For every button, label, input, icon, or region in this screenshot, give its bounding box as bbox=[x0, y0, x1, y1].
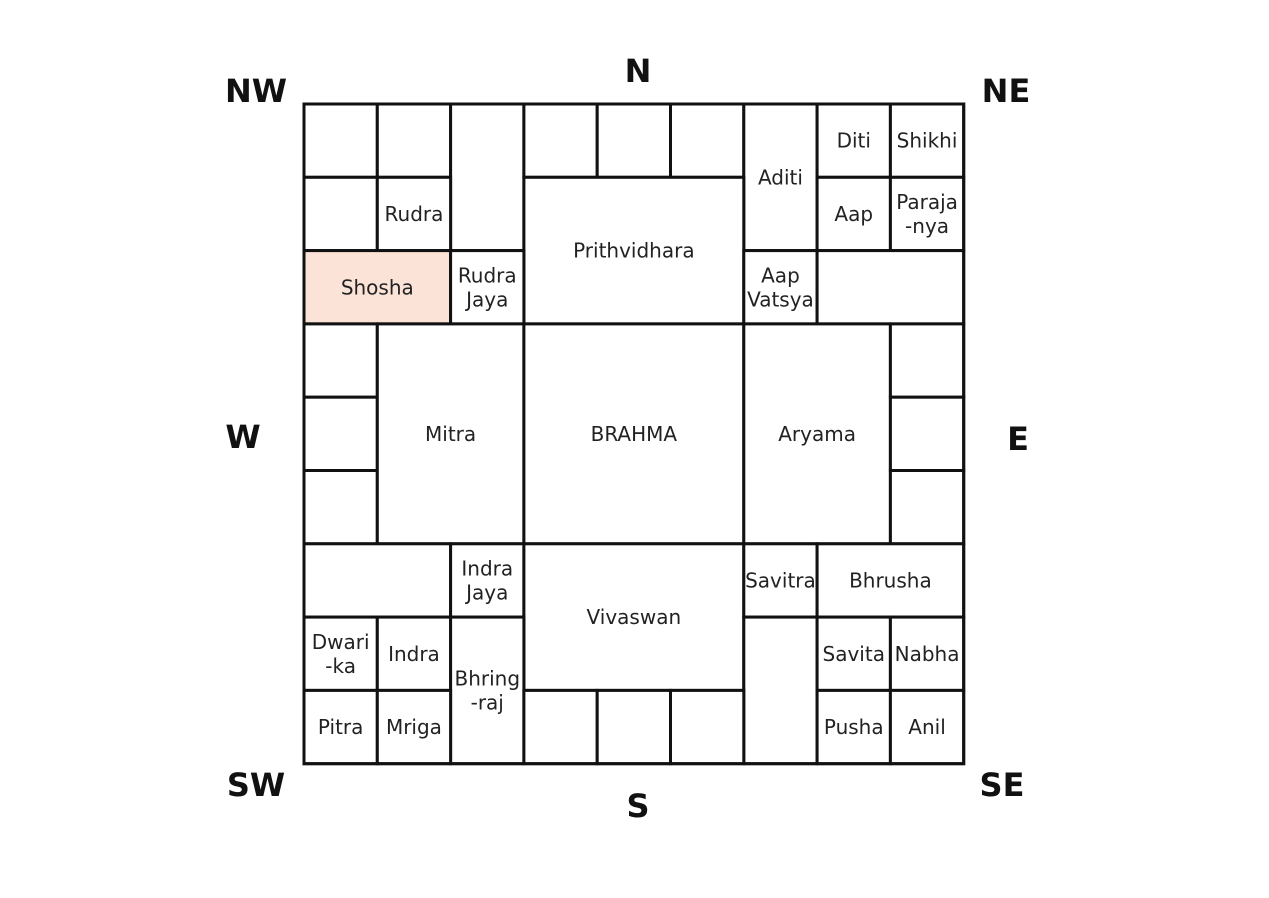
cell-indra bbox=[377, 617, 450, 690]
cell-top-2 bbox=[377, 104, 450, 177]
cell-aryama-label: Aryama bbox=[778, 421, 856, 446]
cell-blank-ne bbox=[817, 251, 964, 324]
cell-east-3-box bbox=[890, 471, 963, 544]
cell-east-1-box bbox=[890, 324, 963, 397]
cell-savita-label: Savita bbox=[822, 641, 885, 666]
cell-blank-w1-box bbox=[304, 177, 377, 250]
cell-blank-w1 bbox=[304, 177, 377, 250]
cell-vivaswan bbox=[524, 544, 744, 691]
cell-rudra-jaya-label-2: Jaya bbox=[466, 287, 509, 312]
cell-east-2-box bbox=[890, 397, 963, 470]
cell-bhrusha bbox=[817, 544, 964, 617]
cell-bhringraj-label-2: -raj bbox=[470, 690, 504, 715]
cell-top-3-box bbox=[451, 104, 524, 251]
cell-blank-sw-box bbox=[304, 544, 451, 617]
cell-parajanya bbox=[890, 177, 963, 250]
cell-aap-label: Aap bbox=[834, 201, 874, 226]
cell-bottom-3-box bbox=[671, 690, 744, 763]
cell-indra-jaya-label-2: Jaya bbox=[466, 580, 509, 605]
cell-prithvidhara bbox=[524, 177, 744, 324]
cell-aryama bbox=[744, 324, 891, 544]
cell-blank-se bbox=[744, 617, 817, 764]
cell-east-1 bbox=[890, 324, 963, 397]
cell-parajanya-label-2: -nya bbox=[905, 213, 950, 238]
mandala-grid bbox=[304, 104, 964, 764]
direction-label-nw: NW bbox=[224, 72, 288, 110]
cell-indra-jaya-label-1: Indra bbox=[461, 556, 514, 581]
cell-pitra-label: Pitra bbox=[317, 715, 364, 740]
cell-mitra bbox=[377, 324, 524, 544]
cell-indra-label: Indra bbox=[388, 641, 440, 666]
cell-shosha bbox=[304, 251, 451, 324]
cell-savitra bbox=[744, 544, 817, 617]
cell-nabha-label: Nabha bbox=[894, 641, 960, 666]
cell-top-5 bbox=[597, 104, 670, 177]
direction-label-sw: SW bbox=[226, 766, 286, 804]
cell-top-4 bbox=[524, 104, 597, 177]
cell-parajanya-label-1: Paraja bbox=[896, 189, 958, 214]
cell-aap bbox=[817, 177, 890, 250]
direction-label-se: SE bbox=[979, 766, 1025, 804]
cell-west-2-box bbox=[304, 397, 377, 470]
cell-west-2 bbox=[304, 397, 377, 470]
cell-west-1 bbox=[304, 324, 377, 397]
direction-label-e: E bbox=[1007, 420, 1029, 458]
cell-diti bbox=[817, 104, 890, 177]
cell-bhringraj bbox=[451, 617, 524, 764]
cell-pusha-label: Pusha bbox=[823, 715, 884, 740]
cell-top-6 bbox=[671, 104, 744, 177]
cell-dwarika-label-1: Dwari bbox=[311, 629, 370, 654]
cell-aap-vatsya bbox=[744, 251, 817, 324]
cell-shikhi-label: Shikhi bbox=[896, 128, 958, 153]
cell-shikhi bbox=[890, 104, 963, 177]
cell-mitra-label: Mitra bbox=[425, 421, 477, 446]
cell-bhrusha-label: Bhrusha bbox=[849, 568, 932, 593]
cell-savita bbox=[817, 617, 890, 690]
cell-top-5-box bbox=[597, 104, 670, 177]
cell-mriga bbox=[377, 690, 450, 763]
cell-aditi-label: Aditi bbox=[757, 165, 803, 190]
cell-nabha bbox=[890, 617, 963, 690]
cell-vivaswan-label: Vivaswan bbox=[586, 605, 682, 630]
cell-prithvidhara-label: Prithvidhara bbox=[573, 238, 695, 263]
direction-label-ne: NE bbox=[981, 72, 1031, 110]
cell-dwarika bbox=[304, 617, 377, 690]
cell-bottom-1 bbox=[524, 690, 597, 763]
direction-label-n: N bbox=[624, 52, 652, 90]
cell-west-3-box bbox=[304, 471, 377, 544]
cell-east-3 bbox=[890, 471, 963, 544]
cell-dwarika-label-2: -ka bbox=[325, 653, 357, 678]
cell-blank-ne-box bbox=[817, 251, 964, 324]
cell-anil-label: Anil bbox=[908, 715, 946, 740]
cell-rudra-label: Rudra bbox=[384, 201, 444, 226]
cell-top-6-box bbox=[671, 104, 744, 177]
direction-label-w: W bbox=[225, 418, 261, 456]
cell-rudra-jaya-label-1: Rudra bbox=[457, 263, 517, 288]
cell-aditi bbox=[744, 104, 817, 251]
cell-bottom-2-box bbox=[597, 690, 670, 763]
cell-mriga-label: Mriga bbox=[385, 715, 442, 740]
cell-indra-jaya bbox=[451, 544, 524, 617]
cell-bhringraj-label-1: Bhring bbox=[454, 666, 521, 691]
cell-blank-se-box bbox=[744, 617, 817, 764]
cell-savitra-label: Savitra bbox=[745, 568, 816, 593]
cell-brahma bbox=[524, 324, 744, 544]
direction-label-s: S bbox=[626, 787, 650, 825]
cell-top-2-box bbox=[377, 104, 450, 177]
cell-pitra bbox=[304, 690, 377, 763]
cell-rudra-jaya bbox=[451, 251, 524, 324]
cell-diti-label: Diti bbox=[836, 128, 871, 153]
cell-pusha bbox=[817, 690, 890, 763]
cell-top-3 bbox=[451, 104, 524, 251]
cell-anil bbox=[890, 690, 963, 763]
cell-bottom-1-box bbox=[524, 690, 597, 763]
cell-brahma-label: BRAHMA bbox=[590, 421, 678, 446]
cell-shosha-label: Shosha bbox=[340, 275, 414, 300]
cell-top-1-box bbox=[304, 104, 377, 177]
cell-bottom-2 bbox=[597, 690, 670, 763]
cell-blank-sw bbox=[304, 544, 451, 617]
cell-aap-vatsya-label-1: Aap bbox=[761, 263, 800, 288]
cell-aap-vatsya-label-2: Vatsya bbox=[747, 287, 814, 312]
cell-top-4-box bbox=[524, 104, 597, 177]
cell-east-2 bbox=[890, 397, 963, 470]
cell-bottom-3 bbox=[671, 690, 744, 763]
cell-top-1 bbox=[304, 104, 377, 177]
cell-west-3 bbox=[304, 471, 377, 544]
cell-west-1-box bbox=[304, 324, 377, 397]
cell-rudra bbox=[377, 177, 450, 250]
